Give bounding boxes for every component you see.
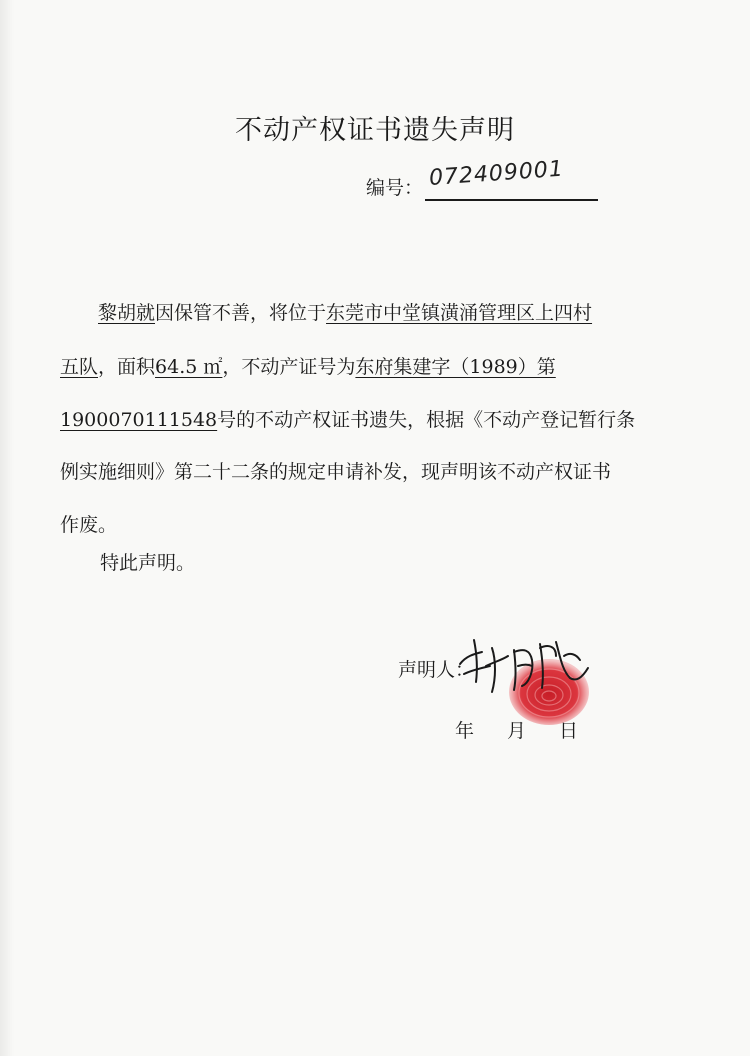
body-line-3 — [60, 405, 635, 435]
body-text: 因保管不善，将位于 — [155, 302, 327, 324]
body-line-5 — [60, 510, 117, 540]
owner-name: 黎胡就 — [98, 302, 156, 324]
handwritten-signature — [452, 626, 602, 706]
document-number-underline — [425, 199, 598, 201]
certificate-number-continued: 1900070111548 — [60, 409, 218, 431]
body-text: 号的不动产权证书遗失，根据《不动产登记暂行条 — [217, 409, 636, 431]
declarant-label: 声明人： — [398, 659, 475, 681]
date-year-label: 年 — [455, 720, 475, 742]
body-line-2 — [60, 352, 556, 382]
property-address: 东莞市中堂镇潢涌管理区上四村 — [326, 302, 593, 324]
document-number-value: 072409001 — [428, 156, 565, 191]
date-row — [455, 716, 595, 746]
document-number-label: 编号： — [366, 177, 424, 199]
document-number-row — [366, 156, 606, 202]
date-day-label: 日 — [559, 720, 579, 742]
date-month-label: 月 — [507, 720, 527, 742]
body-line-1 — [98, 298, 592, 328]
body-text: 例实施细则》第二十二条的规定申请补发，现声明该不动产权证书 — [60, 461, 612, 483]
closing-statement: 特此声明。 — [100, 552, 196, 574]
certificate-number: 东府集建字（1989）第 — [355, 356, 556, 378]
document-title: 不动产权证书遗失声明 — [235, 115, 515, 146]
property-address-continued: 五队 — [60, 356, 99, 378]
body-text: ，不动产证号为 — [222, 356, 356, 378]
body-text: ，面积 — [98, 356, 156, 378]
scan-edge-shadow — [0, 0, 14, 1056]
body-line-4 — [60, 457, 611, 487]
body-text: 作废。 — [60, 514, 118, 536]
property-area: 64.5 ㎡ — [155, 356, 223, 378]
